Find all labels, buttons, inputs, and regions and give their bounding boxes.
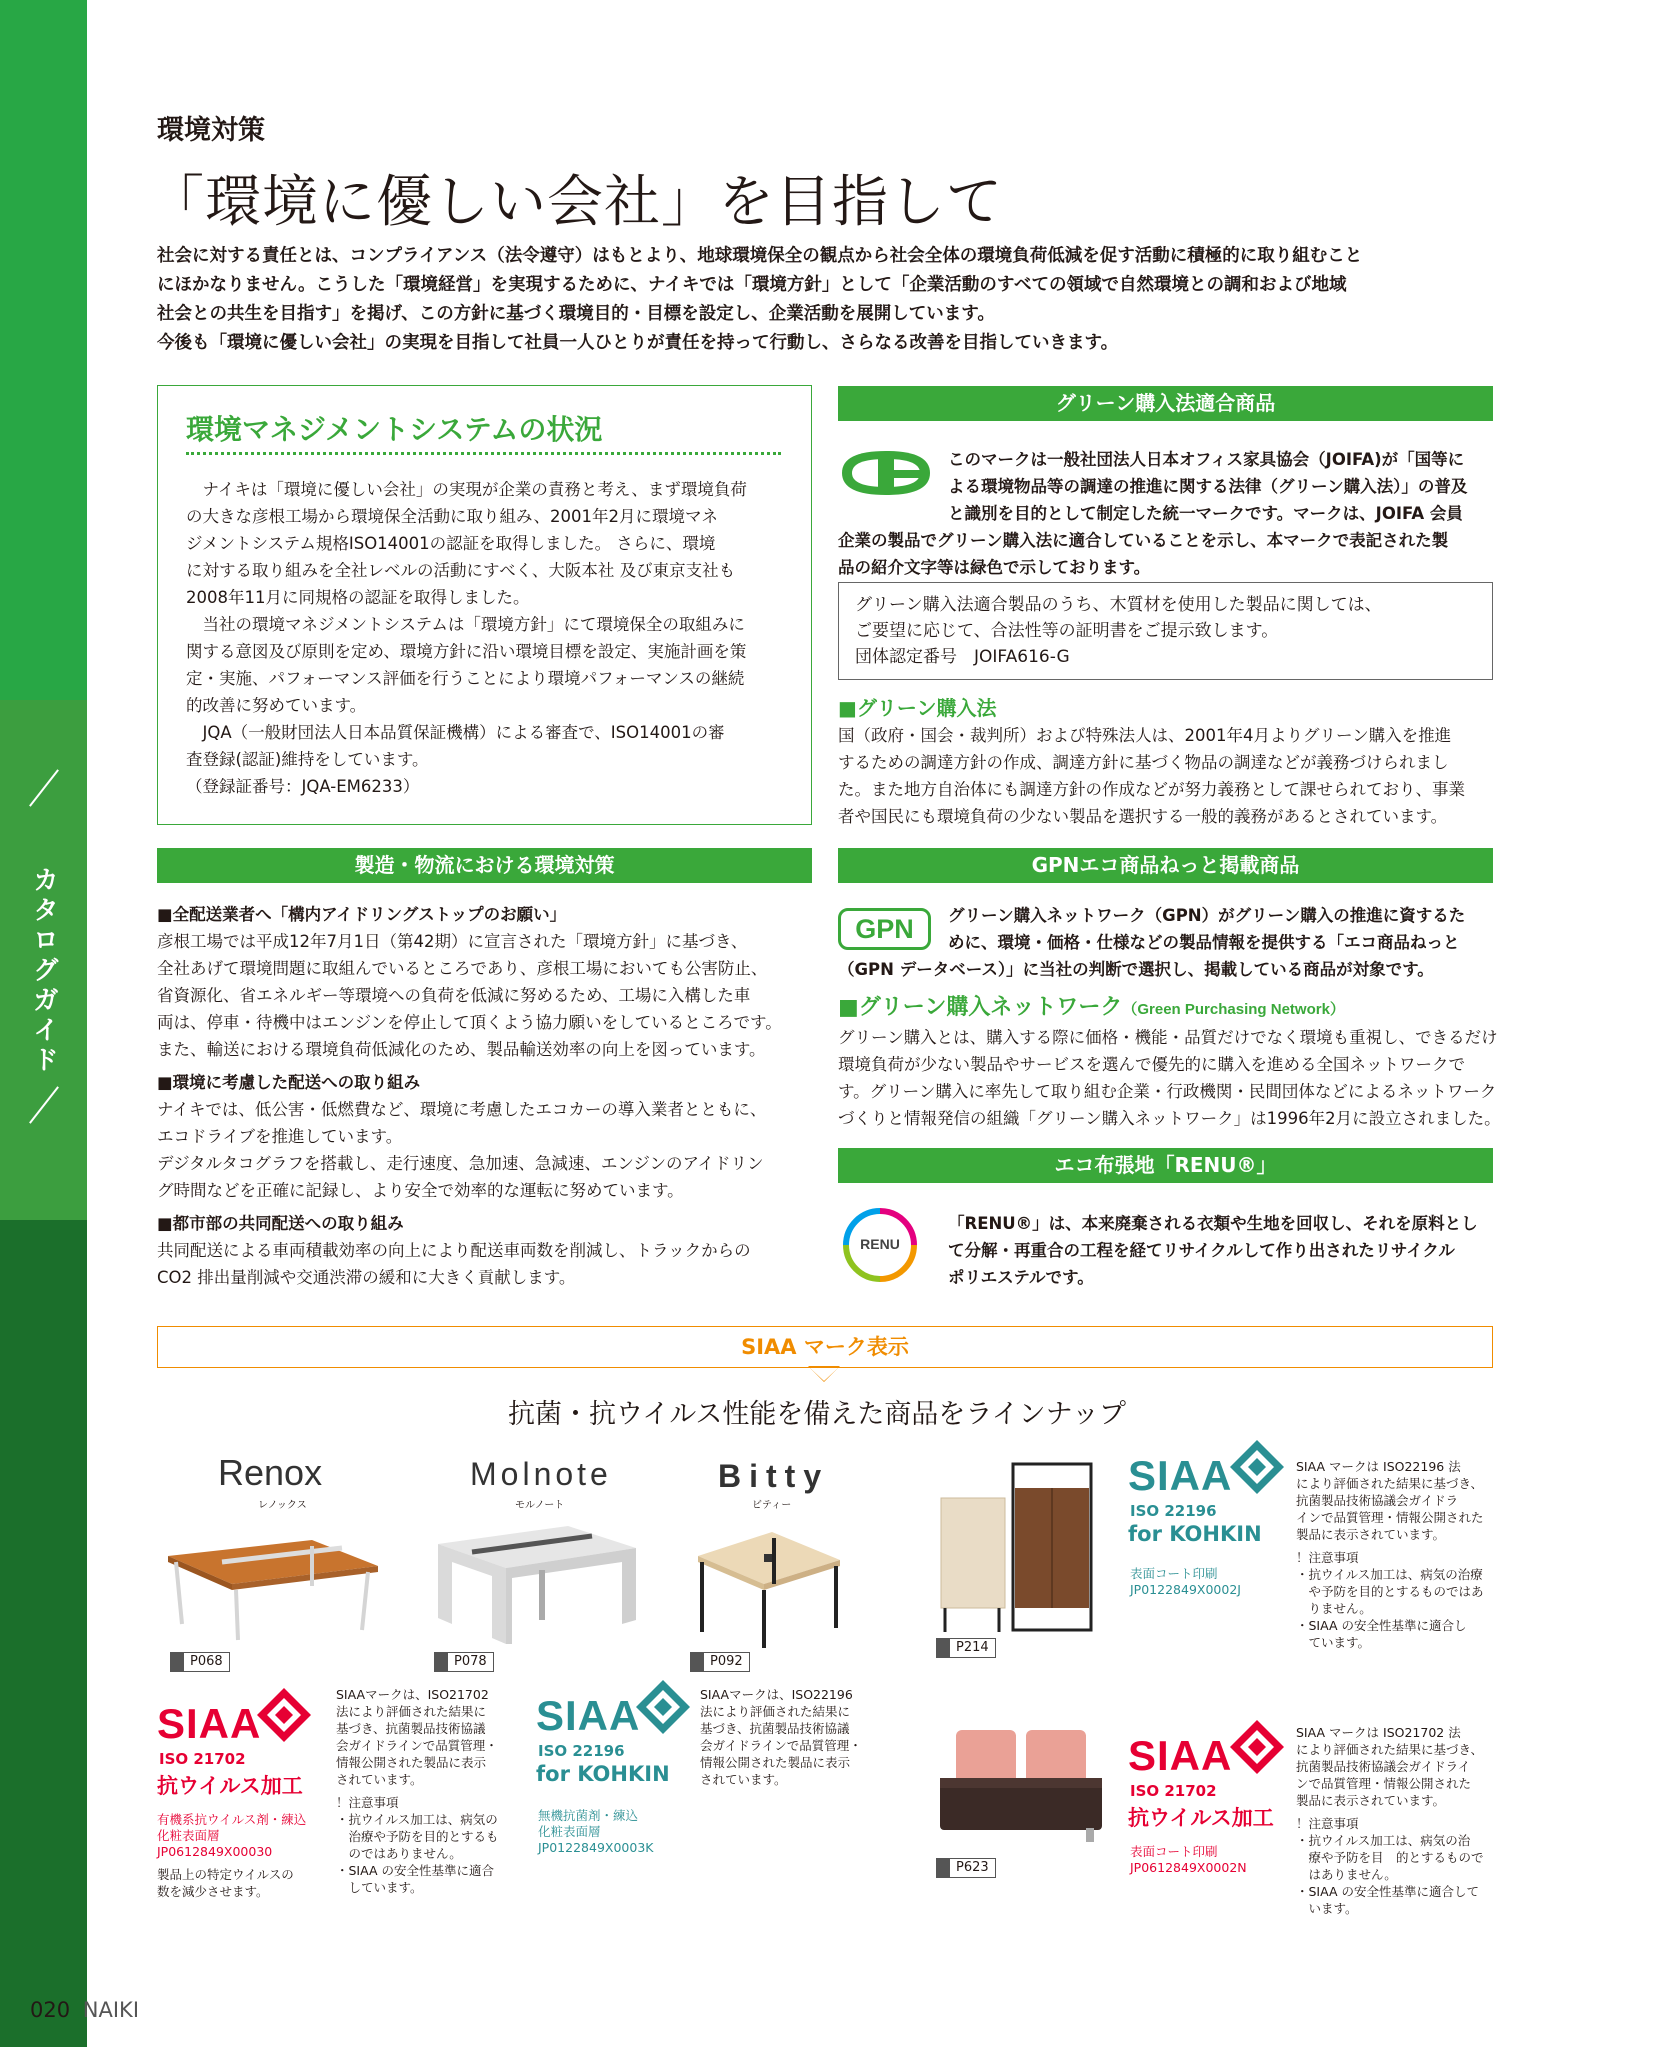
green-law-header: グリーン購入法適合商品 (838, 386, 1493, 421)
desc-line: により評価された結果に基づき、 (1296, 1742, 1484, 1757)
siaa-word: SIAA (536, 1692, 641, 1739)
ems-title: 環境マネジメントシステムの状況 (186, 413, 603, 446)
text-line: 品の紹介文字等は緑色で示しております。 (838, 558, 1151, 577)
text-line: よる環境物品等の調達の推進に関する法律（グリーン購入法）」の普及 (948, 477, 1468, 496)
green-mark-text (948, 446, 1498, 527)
text-line: また、輸送における環境負荷低減化のため、製品輸送効率の向上を図っています。 (157, 1040, 766, 1059)
note-line: 化粧表面層 (157, 1828, 220, 1843)
desc-line: ・抗ウイルス加工は、病気の (336, 1812, 498, 1827)
text-line: 「RENU®」は、本来廃棄される衣類や生地を回収し、それを原料とし (948, 1214, 1478, 1233)
ems-box (157, 385, 812, 825)
siaa-sofa-mark (1128, 1720, 1298, 1840)
note-line: JP0612849X0002N (1130, 1860, 1247, 1875)
siaa-sofa-desc (1296, 1724, 1496, 1917)
text-line: 企業の製品でグリーン購入法に適合していることを示し、本マークで表記された製 (838, 531, 1449, 550)
iso-number: ISO 22196 (1130, 1502, 1217, 1520)
text-line: CO2 排出量削減や交通渋滞の緩和に大きく貢献します。 (157, 1268, 576, 1287)
desc-line: ！注意事項 (1296, 1550, 1359, 1565)
note-line: 製品上の特定ウイルスの (157, 1867, 294, 1882)
ems-line: 関する意図及び原則を定め、環境方針に沿い環境目標を設定、実施計画を策 (186, 642, 747, 661)
renu-header: エコ布張地「RENU®」 (838, 1148, 1493, 1183)
sidebar-band-top (0, 0, 87, 700)
text-line: た。また地方自治体にも調達方針の作成などが努力義務として課せられており、事業 (838, 780, 1465, 799)
siaa-antiviral-notes (157, 1812, 327, 1900)
note-line: JP0122849X0002J (1130, 1582, 1241, 1597)
certificate-box (838, 582, 1493, 680)
dotted-divider (186, 452, 781, 455)
green-law-body (838, 722, 1498, 830)
note-line: 表面コート印刷 (1130, 1566, 1218, 1581)
desc-line: ・抗ウイルス加工は、病気の治療 (1296, 1567, 1483, 1582)
text-line: 国（政府・国会・裁判所）および特殊法人は、2001年4月よりグリーン購入を推進 (838, 726, 1452, 745)
note-line: 化粧表面層 (538, 1824, 601, 1839)
text-line: す。グリーン購入に率先して取り組む企業・行政機関・民間団体などによるネットワーク (838, 1082, 1497, 1101)
ems-body (186, 476, 786, 800)
renox-table-image (162, 1526, 382, 1646)
text-line: 環境負荷が少ない製品やサービスを選んで優先的に購入を進める全国ネットワークで (838, 1055, 1465, 1074)
page-tag-p623[interactable]: P623 (936, 1858, 996, 1878)
desc-line: 会ガイドラインで品質管理・ (700, 1738, 862, 1753)
gpn-body (838, 1024, 1503, 1132)
text-line: グリーン購入とは、購入する際に価格・機能・品質だけでなく環境も重視し、できるだけ (838, 1028, 1498, 1047)
desc-line: ています。 (1296, 1635, 1371, 1650)
text-line: と識別を目的として制定した統一マークです。マークは、JOIFA 会員 (948, 504, 1463, 523)
text-line: （GPN データベース）」に当社の判断で選択し、掲載している商品が対象です。 (838, 960, 1434, 979)
iso-number: ISO 22196 (538, 1742, 625, 1760)
desc-line: SIAAマークは、ISO22196 (700, 1687, 853, 1702)
desc-line: ンで品質管理・情報公開された (1296, 1776, 1472, 1791)
text-line: するための調達方針の作成、調達方針に基づく物品の調達などが義務づけられまし (838, 753, 1449, 772)
text-line: ご要望に応じて、合法性等の証明書をご提示致します。 (855, 621, 1279, 641)
siaa-header: SIAA マーク表示 (157, 1326, 1493, 1368)
desc-line: しています。 (336, 1880, 423, 1895)
page-tag-p092[interactable]: P092 (690, 1652, 750, 1672)
siaa-dots-icon (257, 1688, 311, 1742)
gpn-mark-text (948, 902, 1498, 956)
gpn-subtitle (838, 990, 1345, 1021)
desc-line: ！注意事項 (1296, 1816, 1359, 1831)
text-line: グ時間などを正確に記録し、より安全で効率的な運転に努めています。 (157, 1181, 684, 1200)
desc-line: や予防を目的とするものではあ (1296, 1584, 1484, 1599)
ems-line: 定・実施、パフォーマンス評価を行うことにより環境パフォーマンスの継続 (186, 669, 745, 688)
logistics-body (157, 901, 822, 1291)
text-line: グリーン購入ネットワーク（GPN）がグリーン購入の推進に資するた (948, 906, 1466, 925)
ems-line: JQA（一般財団法人日本品質保証機構）による審査で、ISO14001の審 (186, 723, 725, 742)
page-tag-p214[interactable]: P214 (936, 1638, 996, 1658)
text-line: づくりと情報発信の組織「グリーン購入ネットワーク」は1996年2月に設立されました。 (838, 1109, 1501, 1128)
text-line: 団体認定番号 JOIFA616-G (855, 647, 1070, 667)
green-mark-text-full (838, 527, 1498, 581)
page-title: 「環境に優しい会社」を目指して (148, 170, 1003, 235)
desc-line: ・抗ウイルス加工は、病気の治 (1296, 1833, 1471, 1848)
gpn-subtitle-ja: ■グリーン購入ネットワーク (838, 995, 1123, 1020)
text-line: ナイキでは、低公害・低燃費など、環境に考慮したエコカーの導入業者とともに、 (157, 1100, 767, 1119)
desc-line: ・SIAA の安全性基準に適合 (336, 1863, 495, 1878)
text-line: 共同配送による車両積載効率の向上により配送車両数を削減し、トラックからの (157, 1241, 751, 1260)
text-line: グリーン購入法適合製品のうち、木質材を使用した製品に関しては、 (855, 595, 1382, 615)
text-line: めに、環境・価格・仕様などの製品情報を提供する「エコ商品ねっと (948, 933, 1460, 952)
desc-line: 基づき、抗菌製品技術協議 (700, 1721, 850, 1736)
iso-label: 抗ウイルス加工 (157, 1774, 303, 1798)
siaa-antiviral-desc (336, 1686, 516, 1896)
ems-line: （登録証番号：JQA-EM6233） (186, 777, 420, 796)
logistics-section-title: ■都市部の共同配送への取り組み (157, 1214, 404, 1233)
ems-line: 当社の環境マネジメントシステムは「環境方針」にて環境保全の取組みに (186, 615, 745, 634)
gpn-header: GPNエコ商品ねっと掲載商品 (838, 848, 1493, 883)
desc-line: 法により評価された結果に (700, 1704, 851, 1719)
text-line: 全社あげて環境問題に取組んでいるところであり、彦根工場においても公害防止、 (157, 959, 768, 978)
desc-line: 製品に表示されています。 (1296, 1527, 1446, 1542)
desc-line: 製品に表示されています。 (1296, 1793, 1446, 1808)
ems-line: ナイキは「環境に優しい会社」の実現が企業の責務と考え、まず環境負荷 (186, 480, 747, 499)
siaa-subtitle: 抗菌・抗ウイルス性能を備えた商品をラインナップ (508, 1399, 1127, 1430)
desc-line: います。 (1296, 1901, 1358, 1916)
iso-label: for KOHKIN (1128, 1522, 1262, 1546)
sofa-image (936, 1724, 1106, 1850)
desc-line: SIAA マークは ISO22196 法 (1296, 1459, 1461, 1474)
bitty-logo: Bitty (718, 1458, 830, 1494)
desc-line: 法により評価された結果に (336, 1704, 487, 1719)
desc-line: 抗菌製品技術協議会ガイドラ (1296, 1493, 1459, 1508)
ems-line: の大きな彦根工場から環境保全活動に取り組み、2001年2月に環境マネ (186, 507, 718, 526)
renu-text (948, 1210, 1498, 1291)
intro-line: 社会に対する責任とは、コンプライアンス（法令遵守）はもとより、地球環境保全の観点から社会全体の環境負荷低減を促す活動に積極的に取り組むこと (157, 246, 1363, 266)
section-title: 環境対策 (157, 115, 265, 146)
ems-line: 査登録(認証)維持をしています。 (186, 750, 429, 769)
text-line: 両は、停車・待機中はエンジンを停止して頂くよう協力願いをしているところです。 (157, 1013, 782, 1032)
page-footer (30, 1998, 139, 2022)
text-line: ポリエステルです。 (948, 1268, 1094, 1287)
bitty-table-image (686, 1524, 846, 1652)
desc-line: により評価された結果に基づき、 (1296, 1476, 1484, 1491)
bitty-kana: ビティー (752, 1500, 792, 1511)
ems-line: 2008年11月に同規格の認証を取得しました。 (186, 588, 530, 607)
siaa-sofa-notes (1130, 1844, 1300, 1876)
note-line: JP0612849X00030 (157, 1844, 273, 1859)
siaa-panel-desc (1296, 1458, 1496, 1651)
desc-line: はありません。 (1296, 1867, 1397, 1882)
text-line: 省資源化、省エネルギー等環境への負荷を低減に努めるため、工場に入構した車 (157, 986, 751, 1005)
siaa-antibacterial-desc (700, 1686, 880, 1788)
siaa-panel-notes (1130, 1566, 1300, 1598)
note-line: 有機系抗ウイルス剤・練込 (157, 1812, 307, 1827)
iso-number: ISO 21702 (1130, 1782, 1217, 1800)
desc-line: SIAAマークは、ISO21702 (336, 1687, 489, 1702)
brand-name: NAIKI (82, 1998, 140, 2022)
siaa-pointer-inner (810, 1368, 838, 1381)
renox-kana: レノックス (258, 1500, 307, 1511)
sidebar-band-bottom (0, 1220, 87, 2047)
siaa-dots-icon (1230, 1720, 1284, 1774)
molnote-table-image (432, 1520, 642, 1648)
siaa-antibacterial-mark (536, 1680, 696, 1800)
desc-line: されています。 (700, 1772, 787, 1787)
text-line: 彦根工場では平成12年7月1日（第42期）に宣言された「環境方針」に基づき、 (157, 932, 748, 951)
desc-line: 療や予防を目 的とするもので (1296, 1850, 1484, 1865)
logistics-section-title: ■全配送業者へ「構内アイドリングストップのお願い」 (157, 905, 567, 924)
note-line: JP0122849X0003K (538, 1840, 654, 1855)
desc-line: 治療や予防を目的とするも (336, 1829, 499, 1844)
renox-logo: Renox (218, 1452, 323, 1493)
text-line: エコドライブを推進しています。 (157, 1127, 403, 1146)
logistics-header: 製造・物流における環境対策 (157, 848, 812, 883)
intro-line: 社会との共生を目指す」を掲げ、この方針に基づく環境目的・目標を設定し、企業活動を展開しています。 (157, 304, 995, 324)
molnote-logo: Molnote (470, 1456, 612, 1492)
siaa-panel-mark (1128, 1440, 1298, 1560)
note-line: 表面コート印刷 (1130, 1844, 1218, 1859)
siaa-antiviral-mark (157, 1688, 317, 1808)
page-tag-p068[interactable]: P068 (170, 1652, 230, 1672)
molnote-kana: モルノート (515, 1500, 565, 1511)
page-number: 020 (30, 1998, 71, 2022)
logistics-section-title: ■環境に考慮した配送への取り組み (157, 1073, 421, 1092)
desc-line: のではありません。 (336, 1846, 462, 1861)
sidebar-label[interactable]: カタログガイド (28, 866, 59, 1076)
desc-line: 情報公開された製品に表示 (336, 1755, 487, 1770)
green-mark-icon (838, 448, 934, 498)
iso-label: 抗ウイルス加工 (1128, 1806, 1274, 1830)
intro-line: 今後も「環境に優しい会社」の実現を目指して社員一人ひとりが責任を持って行動し、さらなる改善を目指していきます。 (157, 333, 1119, 353)
text-line: このマークは一般社団法人日本オフィス家具協会（JOIFA)が「国等に (948, 450, 1465, 469)
desc-line: SIAA マークは ISO21702 法 (1296, 1725, 1461, 1740)
gpn-subtitle-en: （Green Purchasing Network） (1122, 1001, 1345, 1018)
desc-line: 基づき、抗菌製品技術協議 (336, 1721, 486, 1736)
text-line: 者や国民にも環境負荷の少ない製品を選択する一般的義務があるとされています。 (838, 807, 1448, 826)
text-line: て分解・再重合の工程を経てリサイクルして作り出されたリサイクル (948, 1241, 1455, 1260)
intro-line: にほかなりません。こうした「環境経営」を実現するために、ナイキでは「環境方針」として「企業活動のすべての領域で自然環境との調和および地域 (157, 275, 1347, 295)
siaa-antibacterial-notes (538, 1808, 708, 1856)
desc-line: ！注意事項 (336, 1795, 399, 1810)
siaa-word: SIAA (157, 1700, 262, 1747)
desc-line: 抗菌製品技術協議会ガイドライ (1296, 1759, 1471, 1774)
text-line: デジタルタコグラフを搭載し、走行速度、急加速、急減速、エンジンのアイドリン (157, 1154, 764, 1173)
iso-label: for KOHKIN (536, 1762, 670, 1786)
desc-line: ・SIAA の安全性基準に適合し (1296, 1618, 1467, 1633)
siaa-word: SIAA (1128, 1452, 1233, 1499)
desc-line: 情報公開された製品に表示 (700, 1755, 851, 1770)
desc-line: インで品質管理・情報公開された (1296, 1510, 1484, 1525)
gpn-mark-text-full (838, 956, 1498, 983)
renu-logo-icon (840, 1205, 920, 1285)
note-line: 無機抗菌剤・練込 (538, 1808, 639, 1823)
ems-line: ジメントシステム規格ISO14001の認証を取得しました。 さらに、環境 (186, 534, 716, 553)
desc-line: されています。 (336, 1772, 423, 1787)
ems-line: 的改善に努めています。 (186, 696, 367, 715)
desc-line: りません。 (1296, 1601, 1372, 1616)
green-law-subtitle: ■グリーン購入法 (838, 696, 997, 720)
intro-text (157, 242, 1487, 358)
panel-image (935, 1462, 1095, 1634)
desc-line: 会ガイドラインで品質管理・ (336, 1738, 498, 1753)
siaa-word: SIAA (1128, 1732, 1233, 1779)
sidebar (0, 0, 87, 2047)
gpn-logo: GPN (838, 908, 931, 950)
page-tag-p078[interactable]: P078 (434, 1652, 494, 1672)
iso-number: ISO 21702 (159, 1750, 246, 1768)
ems-line: に対する取り組みを全社レベルの活動にすべく、大阪本社 及び東京支社も (186, 561, 736, 580)
siaa-dots-icon (1230, 1440, 1284, 1494)
desc-line: ・SIAA の安全性基準に適合して (1296, 1884, 1480, 1899)
renu-logo-text: RENU (860, 1236, 900, 1252)
note-line: 数を減少させます。 (157, 1884, 269, 1899)
siaa-dots-icon (636, 1680, 690, 1734)
